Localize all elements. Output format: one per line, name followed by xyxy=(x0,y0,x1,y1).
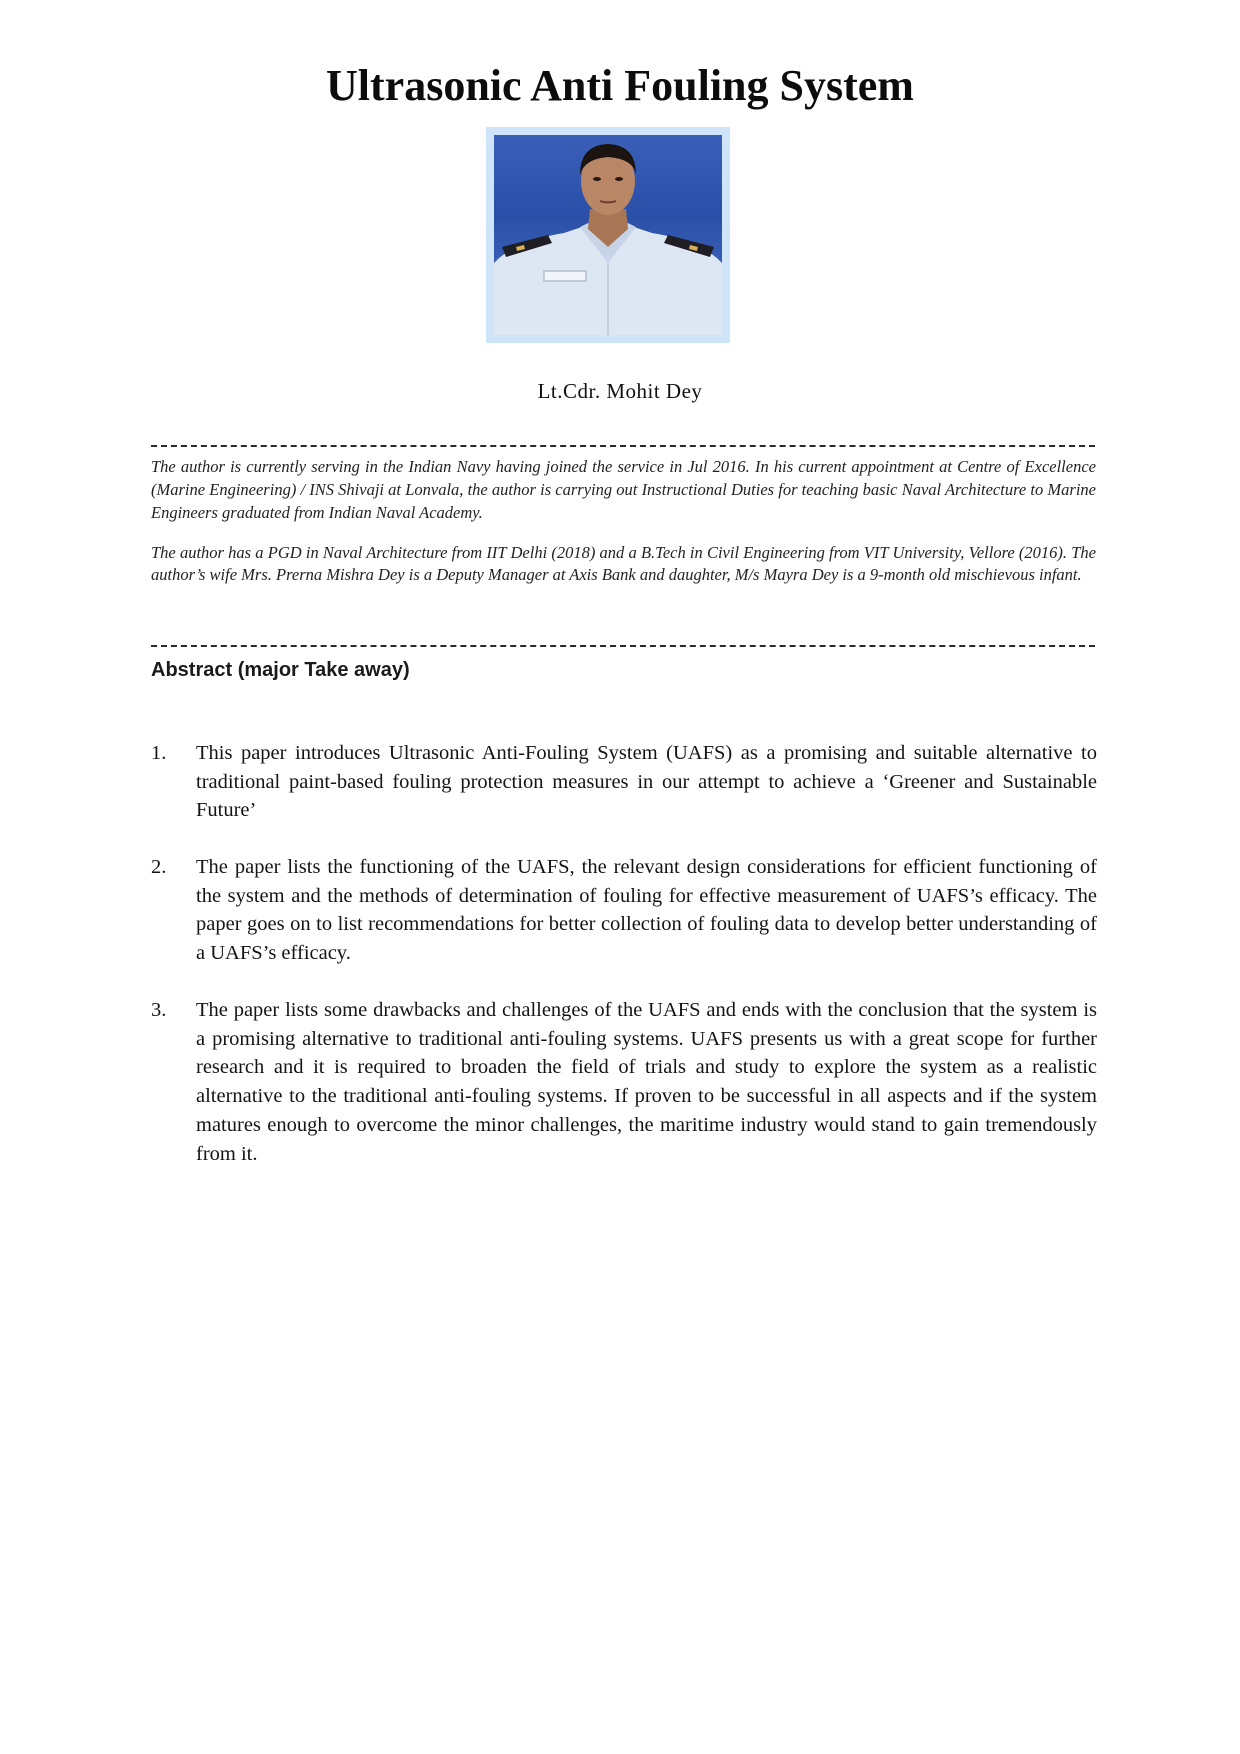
abstract-point-number: 2. xyxy=(151,856,167,878)
abstract-point-1 xyxy=(151,739,1097,825)
portrait-illustration xyxy=(494,135,722,335)
name-tag xyxy=(544,271,586,281)
abstract-point-text: This paper introduces Ultrasonic Anti-Fouling System (UAFS) as a promising and suitable alternative to traditional paint-based fouling protection measures in our attempt to achieve a ‘Greener and Sustainable Future’ xyxy=(196,742,1097,822)
author-portrait-photo xyxy=(486,127,730,343)
author-bio-paragraph-1: The author is currently serving in the Indian Navy having joined the service in Jul 2016. In his current appointment at Centre of Excellence (Marine Engineering) / INS Shivaji at Lonvala, the author is carrying out Instructional Duties for teaching basic Naval Architecture to Marine Engineers graduated from Indian Naval Academy. xyxy=(151,457,1096,522)
abstract-point-number: 3. xyxy=(151,999,167,1021)
author-bio-paragraph-2: The author has a PGD in Naval Architecture from IIT Delhi (2018) and a B.Tech in Civil Engineering from VIT University, Vellore (2016). The author’s wife Mrs. Prerna Mishra Dey is a Deputy Manager at Axis Bank and daughter, M/s Mayra Dey is a 9-month old mischievous infant. xyxy=(151,543,1096,584)
abstract-point-3 xyxy=(151,996,1097,1168)
bottom-dashed-divider xyxy=(151,645,1095,647)
abstract-point-text: The paper lists the functioning of the UAFS, the relevant design considerations for efficient functioning of the system and the methods of determination of fouling for effective measurement of UAFS’s efficacy. The paper goes on to list recommendations for better collection of fouling data to develop better understanding of a UAFS’s efficacy. xyxy=(196,856,1097,965)
abstract-point-2 xyxy=(151,853,1097,968)
author-name: Lt.Cdr. Mohit Dey xyxy=(537,379,703,403)
top-dashed-divider xyxy=(151,445,1095,447)
document-title: Ultrasonic Anti Fouling System xyxy=(326,61,914,110)
abstract-point-number: 1. xyxy=(151,742,167,764)
abstract-point-text: The paper lists some drawbacks and challenges of the UAFS and ends with the conclusion that the system is a promising alternative to traditional anti-fouling systems. UAFS presents us with a great scope for further research and it is required to broaden the field of trials and study to explore the system as a realistic alternative to the traditional anti-fouling systems. If proven to be successful in all aspects and if the system matures enough to overcome the minor challenges, the maritime industry would stand to gain tremendously from it. xyxy=(196,999,1097,1165)
abstract-heading: Abstract (major Take away) xyxy=(151,659,410,681)
